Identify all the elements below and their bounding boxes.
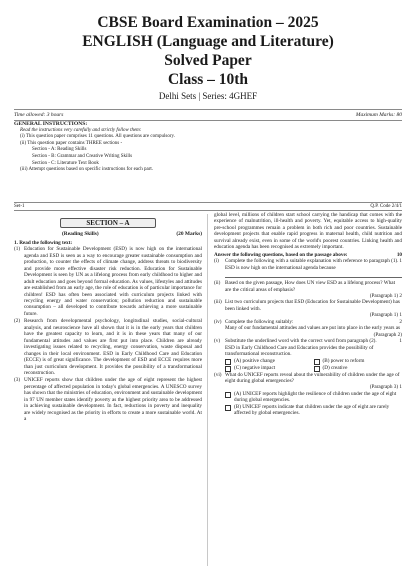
question-i	[214, 258, 402, 271]
paragraph-number: (3)	[14, 377, 21, 384]
question-number: (i)	[214, 258, 219, 265]
question-marks: 2	[399, 318, 402, 325]
passage-paragraph-2	[14, 318, 202, 376]
instructions-intro: Read the instructions very carefully and strictly follow them:	[20, 127, 142, 133]
question-text: Substitute the underlined word with the correct word from paragraph (2).	[225, 338, 377, 345]
time-allowed: Time allowed: 3 hours	[14, 112, 64, 118]
column-divider	[207, 214, 208, 566]
question-body	[225, 280, 402, 299]
left-column	[14, 212, 202, 424]
sets-series: Delhi Sets | Series: 4GHEF	[158, 91, 258, 101]
question-sub: Many of our fundamental attitudes and values are put into place in the early years as	[225, 325, 401, 332]
instruction-section: Section - C: Literature Text Book	[32, 160, 99, 166]
question-sub: ESD in Early Childhood Care and Education provides the possibility of transformational reconstruction.	[225, 344, 374, 358]
instruction-line: (ii) This question paper contains THREE sections -	[20, 140, 123, 146]
question-number: (iii)	[214, 299, 222, 306]
checkbox[interactable]	[225, 405, 231, 411]
question-text: Complete the following suitably:	[225, 318, 294, 325]
max-marks: Maximum Marks: 80	[355, 112, 402, 118]
section-a-title: SECTION – A	[60, 218, 156, 228]
question-number: (ii)	[214, 280, 221, 287]
option-b[interactable]	[314, 358, 403, 365]
option-label: (B) power to reform	[322, 357, 365, 364]
question-vi	[214, 372, 402, 391]
option-d[interactable]	[314, 365, 403, 372]
paragraph-text: global level, millions of children start school carrying the handicap that comes with the experience of malnutrition, ill-health and poverty. Yet, equitable access to high-quality pre-school programmes remain a problem in both rich and poor countries. Sustainable development projects that enable rapid progress in maternal health, child nutrition and survival already exist, even in some of the world's poorest countries. Linking health and education agenda has been recognised as extremely important.	[214, 212, 402, 251]
answer-header-text: Answer the following questions, based on the passage above:	[214, 251, 348, 258]
option-b[interactable]	[225, 404, 402, 417]
subject-title: ENGLISH (Language and Literature)	[82, 33, 334, 50]
question-body	[225, 299, 402, 318]
question-marks: 1	[399, 338, 402, 345]
question-v-options	[214, 358, 402, 372]
section-a-marks: (20 Marks)	[176, 231, 202, 238]
answer-header-marks: 10	[396, 251, 402, 258]
option-label: (D) creative	[322, 364, 348, 371]
instruction-line: (i) This question paper comprises 11 questions. All questions are compulsory.	[20, 134, 175, 140]
question-body	[225, 338, 402, 357]
general-instructions	[14, 121, 402, 174]
passage-paragraph-3	[14, 377, 202, 422]
question-marks: 1	[399, 258, 402, 265]
question-body	[225, 372, 402, 391]
section-a-sub: (Reading Skills)	[62, 231, 99, 238]
paper-header	[0, 0, 416, 101]
question-ref: (Paragraph 1) 1	[369, 312, 402, 319]
question-text: Based on the given passage, How does UN view ESD as a lifelong process? What are the critical areas of emphasis?	[225, 280, 396, 293]
question-v	[214, 338, 402, 357]
question-body	[225, 258, 402, 271]
option-a[interactable]	[225, 391, 402, 404]
instruction-line: (iii) Attempt questions based on specific instructions for each part.	[20, 167, 154, 173]
section-a-subhead	[14, 231, 202, 237]
passage-paragraph-1	[14, 246, 202, 317]
paragraph-number: (1)	[14, 246, 21, 253]
passage-paragraph-3-continued	[214, 212, 402, 251]
option-label: (B) UNICEF reports indicate that children under the age of eight are rarely affected by global emergencies.	[234, 403, 390, 417]
paragraph-text: UNICEF reports show that children under the age of eight represent the highest percentage of affected population in today's global emergencies. A UNESCO survey has shown that the ministries of education, environment and sustainable development in 97 UN member states identify poverty as the highest priority area to be addressed in achieving sustainable development. In fact, reductions in poverty and inequality are widely recognised as the priority in efforts to create a more sustainable world. At a	[24, 377, 202, 423]
instructions-title: GENERAL INSTRUCTIONS:	[14, 121, 88, 127]
paragraph-text: Education for Sustainable Development (ESD) is now high on the international agenda and ESD is seen as a way to encourage greater sustainable consumption and production, to counter the effects of climate change, address threats to biodiversity and provide more effective disaster risk reduction. Education for Sustainable Development is seen by UN as a lifelong process from early childhood to higher and adult education and goes beyond formal education. As values, lifestyles and attitudes are established from an early age, the role of education is of particular importance for children! ESD has often been associated with curriculum projects linked with recycling energy and water conservation; pollution reduction and sustainable consumption – all developed to contribute towards achieving a more sustainable future.	[24, 246, 202, 317]
class-title: Class – 10th	[167, 71, 249, 88]
right-column	[214, 212, 402, 417]
question-ref: (Paragraph 1) 2	[369, 292, 402, 299]
option-c[interactable]	[225, 365, 314, 372]
set-bar	[14, 202, 402, 211]
instruction-section: Section - B: Grammar and Creative Writing Skills	[32, 153, 133, 159]
question-ref: (Paragraph 3) 1	[369, 384, 402, 391]
question-iv	[214, 319, 402, 338]
question-number: (vi)	[214, 371, 222, 378]
checkbox[interactable]	[225, 392, 231, 398]
option-label: (A) UNICEF reports highlight the resilience of children under the age of eight during global emergencies.	[234, 390, 397, 404]
option-label: (C) negative impact	[234, 364, 276, 371]
question-text: List two curriculum projects that ESD (Education for Sustainable Development) has been linked with.	[225, 299, 400, 312]
question-body	[225, 319, 402, 338]
instruction-section: Section - A: Reading Skills	[32, 147, 87, 153]
question-ii	[214, 280, 402, 299]
question-number: (iv)	[214, 318, 222, 325]
question-number: (v)	[214, 338, 221, 345]
question-vi-options	[214, 391, 402, 417]
question-ref: (Paragraph 2)	[373, 331, 402, 338]
qp-code: Q.P. Code 2/4/1	[370, 204, 402, 209]
paper-type: Solved Paper	[164, 52, 252, 69]
question-text: What do UNICEF reports reveal about the vulnerability of children under the age of eight during global emergencies?	[225, 371, 400, 384]
set-label: Set-1	[14, 204, 25, 209]
paragraph-text: Research from developmental psychology, longitudinal studies, social-cultural analysis, and neuroscience have all shown that it is in the early years that children have the greatest capacity to learn, and it is in these years that many of our fundamental attitudes and values are first put into place. Children are already investigating issues related to recycling, energy conservation, waste disposal and changes in their local environment. ESD in Early Childhood Care and Education (ECCE) is of great significance. The development of ESD and ECCE requires more than just curriculum development. It provides the possibility of a transformational reconstruction.	[24, 318, 202, 376]
time-marks-bar	[14, 109, 402, 121]
option-a[interactable]	[225, 358, 314, 365]
question-sub: ESD is now high on the international agenda because	[225, 264, 336, 271]
question-1-label: 1. Read the following text:	[14, 239, 73, 246]
exam-title: CBSE Board Examination – 2025	[97, 14, 319, 31]
answer-line[interactable]	[225, 272, 402, 278]
paragraph-number: (2)	[14, 318, 21, 325]
question-text: Complete the following with a suitable explanation with reference to paragraph (1).	[225, 258, 399, 265]
option-label: (A) positive change	[234, 357, 275, 364]
question-iii	[214, 299, 402, 318]
